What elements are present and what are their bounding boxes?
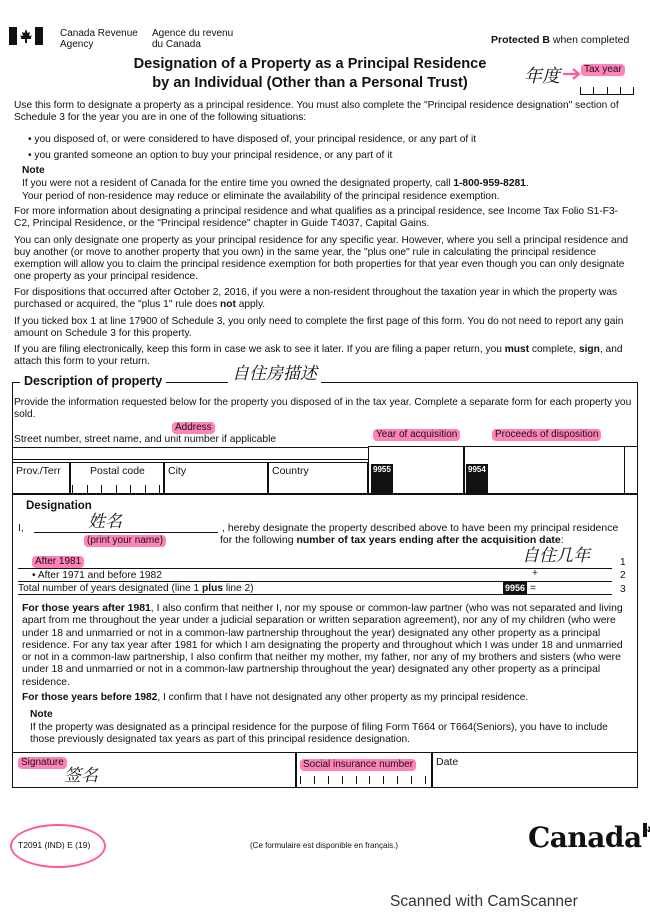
agency-name-english: Canada Revenue Agency — [60, 28, 138, 50]
line-3-number: 3 — [620, 584, 626, 595]
dispositions-paragraph: For dispositions that occurred after October 2, 2016, if you were a non-resident throughout the taxation year in which the property was purchased or acquired, the "plus 1" rule does not apply. — [14, 287, 618, 311]
note-line-1: If you were not a resident of Canada for the entire time you owned the designated property, call 1-800-959-8281. — [22, 178, 529, 189]
after-1981-confirmation: For those years after 1981, I also confirm that neither I, nor my spouse or common-law partner (who was not separated and living apart from me throughout the year under a judicial separation or written separation agreement), nor any of my children (who were under 18 and unmarried or not in a common-law partnership throughout the year) designated any other property as a principal residence. For any tax year after 1981 for which I am designating the property and throughout which I was under 18 and unmarried or not in a common-law partnership, I also confirm that neither my mother, my father, nor any of my brothers and sisters (who were under 18 and unmarried or not in a common-law partnership throughout the year) designated any other property as a principal residence. — [22, 603, 623, 688]
filing-paragraph: If you are filing electronically, keep this form in case we ask to see it later. If you are filing a paper return, you must complete, sign, and attach this form to your return. — [14, 344, 623, 368]
country-label: Country — [272, 465, 309, 477]
arrow-icon — [562, 68, 582, 84]
proceeds-input[interactable] — [464, 446, 638, 494]
date-field[interactable] — [432, 752, 638, 788]
french-availability-note: (Ce formulaire est disponible en français.) — [250, 841, 399, 850]
prov-label: Prov./Terr — [16, 465, 61, 477]
note-title: Note — [22, 165, 45, 176]
i-label: I, — [18, 523, 24, 534]
schedule-3-paragraph: If you ticked box 1 at line 17900 of Schedule 3, you only need to complete the first page of this form. You do not need to report any gain amount on Schedule 3 for this property. — [14, 316, 624, 340]
handwritten-name: 姓名 — [88, 512, 122, 532]
proceeds-label: Proceeds of disposition — [492, 429, 601, 441]
property-section-title: Description of property — [20, 374, 166, 389]
intro-bullet-1: • you disposed of, or were considered to have disposed of, your principal residence, or any part of it — [28, 134, 476, 146]
prov-field[interactable] — [12, 462, 70, 494]
city-field[interactable] — [164, 462, 268, 494]
after-1981-input[interactable] — [500, 568, 612, 569]
hereby-line-2: for the following number of tax years ending after the acquisition date: — [220, 534, 564, 546]
total-years-label: Total number of years designated (line 1 plus line 2) — [18, 583, 254, 594]
total-years-input[interactable] — [18, 594, 612, 595]
designation-note-text: If the property was designated as a principal residence for the purpose of filing Form T664 or T664(Seniors), you have to include those previously designated tax years as part of this principal residence designation. — [30, 722, 608, 746]
address-label: Address — [172, 422, 215, 434]
protected-b-label: Protected B when completed — [491, 34, 630, 46]
scanner-watermark: Scanned with CamScanner — [390, 893, 578, 910]
intro-bullet-2: • you granted someone an option to buy your principal residence, or any part of it — [28, 150, 392, 162]
city-label: City — [168, 465, 187, 477]
sin-label: Social insurance number — [300, 759, 416, 771]
designation-note-title: Note — [30, 709, 53, 720]
intro-paragraph: Use this form to designate a property as a principal residence. You must also complete the "Principal residence designation" section of Schedule 3 for the year you are in one of the following situations: — [14, 100, 619, 124]
street-input[interactable] — [12, 447, 368, 459]
code-9954: 9954 — [466, 464, 488, 494]
code-9955: 9955 — [371, 464, 393, 494]
line-1-number: 1 — [620, 557, 626, 568]
year-acquisition-label: Year of acquisition — [373, 429, 460, 441]
postal-code-label: Postal code — [90, 465, 145, 477]
agency-name-french: Agence du revenu du Canada — [152, 28, 234, 50]
handwritten-years: 自住几年 — [522, 546, 590, 566]
plus-sign: + — [532, 568, 538, 579]
property-instruction: Provide the information requested below for the property you disposed of in the tax year. Complete a separate form for each property you sold. — [14, 397, 632, 421]
signature-label: Signature — [18, 757, 67, 769]
note-line-2: Your period of non-residence may reduce or eliminate the availability of the principal residence exemption. — [22, 191, 500, 202]
country-field[interactable] — [268, 462, 368, 494]
one-property-paragraph: You can only designate one property as your principal residence for any specific year. However, where you sell a principal residence and buy another (or move to another property that you own) in the same year, the "plus one" rule in calculating the principal residence exemption will allow you to claim the principal residence exemption for both properties for that year even though you can only designate one property as your principal residence. — [14, 235, 629, 283]
tax-year-label: Tax year — [581, 64, 625, 76]
canada-flag-icon — [9, 27, 43, 45]
line-2-number: 2 — [620, 570, 626, 581]
after-1971-label: • After 1971 and before 1982 — [32, 570, 162, 582]
more-info-paragraph: For more information about designating a principal residence and what qualifies as a principal residence, see Income Tax Folio S1-F3-C2, Principal Residence, or the "Principal residence" chapter in Guide T4037, Capital Gains. — [14, 206, 619, 230]
handwritten-property-note: 自住房描述 — [228, 364, 321, 384]
form-title: Designation of a Property as a Principal Residence by an Individual (Other than a Personal Trust) — [133, 56, 487, 91]
designation-title: Designation — [26, 500, 92, 512]
street-label: Street number, street name, and unit number if applicable — [14, 434, 277, 445]
name-input[interactable] — [34, 532, 218, 533]
wordmark-flag-icon — [643, 823, 650, 837]
print-name-label: (print your name) — [84, 535, 166, 547]
canada-wordmark: Canada — [528, 821, 650, 854]
form-code: T2091 (IND) E (19) — [18, 840, 91, 850]
code-9956: 9956 — [505, 583, 526, 593]
before-1982-confirmation: For those years before 1982, I confirm that I have not designated any other property as my principal residence. — [22, 692, 529, 703]
handwritten-year-note: 年度 — [524, 66, 560, 87]
handwritten-signature: 签名 — [64, 766, 98, 786]
hereby-line-1: , hereby designate the property described above to have been my principal residence — [222, 522, 619, 534]
equals-sign: = — [530, 583, 536, 594]
after-1981-label: After 1981 — [32, 556, 84, 568]
date-label: Date — [436, 756, 459, 768]
